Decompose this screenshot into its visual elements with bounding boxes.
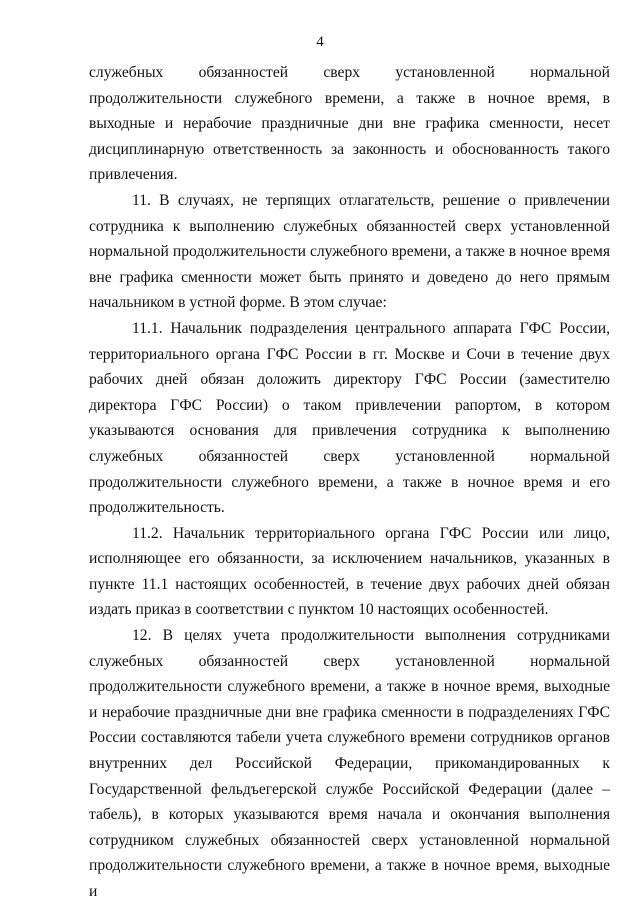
paragraph-11-1: 11.1. Начальник подразделения центрального аппарата ГФС России, территориального органа ГФС России в гг. Москве и Сочи в течение двух рабочих дней обязан доложить директору ГФС России (заместителю директора ГФС России) о таком привлечении рапортом, в котором указываются основания для привлечения сотрудника к выполнению служебных обязанностей сверх установленной нормальной продолжительности служебного времени, а также в ночное время и его продолжительность. xyxy=(89,319,610,517)
paragraph-continuation: служебных обязанностей сверх установленной нормальной продолжительности служебного времени, а также в ночное время, в выходные и нерабочие праздничные дни вне графика сменности, несет дисциплинарную ответственность за законность и обоснованность такого привлечения. xyxy=(89,64,610,184)
page-number: 4 xyxy=(316,34,324,50)
document-body xyxy=(89,60,610,905)
paragraph-11-2: 11.2. Начальник территориального органа ГФС России или лицо, исполняющее его обязанности, за исключением начальников, указанных в пункте 11.1 настоящих особенностей, в течение двух рабочих дней обязан издать приказ в соответствии с пунктом 10 настоящих особенностей. xyxy=(89,524,610,619)
paragraph-11: 11. В случаях, не терпящих отлагательств, решение о привлечении сотрудника к выполнению служебных обязанностей сверх установленной нормальной продолжительности служебного времени, а также в ночное время вне графика сменности может быть принято и доведено до него прямым начальником в устной форме. В этом случае: xyxy=(89,191,610,312)
paragraph-12: 12. В целях учета продолжительности выполнения сотрудниками служебных обязанностей сверх установленной нормальной продолжительности служебного времени, а также в ночное время, выходные и нерабочие праздничные дни вне графика сменности в подразделениях ГФС России составляются табели учета служебного времени сотрудников органов внутренних дел Российской Федерации, прикомандированных к Государственной фельдъегерской службе Российской Федерации (далее – табель), в которых указываются время начала и окончания выполнения сотрудником служебных обязанностей сверх установленной нормальной продолжительности служебного времени, а также в ночное время, выходные и xyxy=(89,627,610,900)
